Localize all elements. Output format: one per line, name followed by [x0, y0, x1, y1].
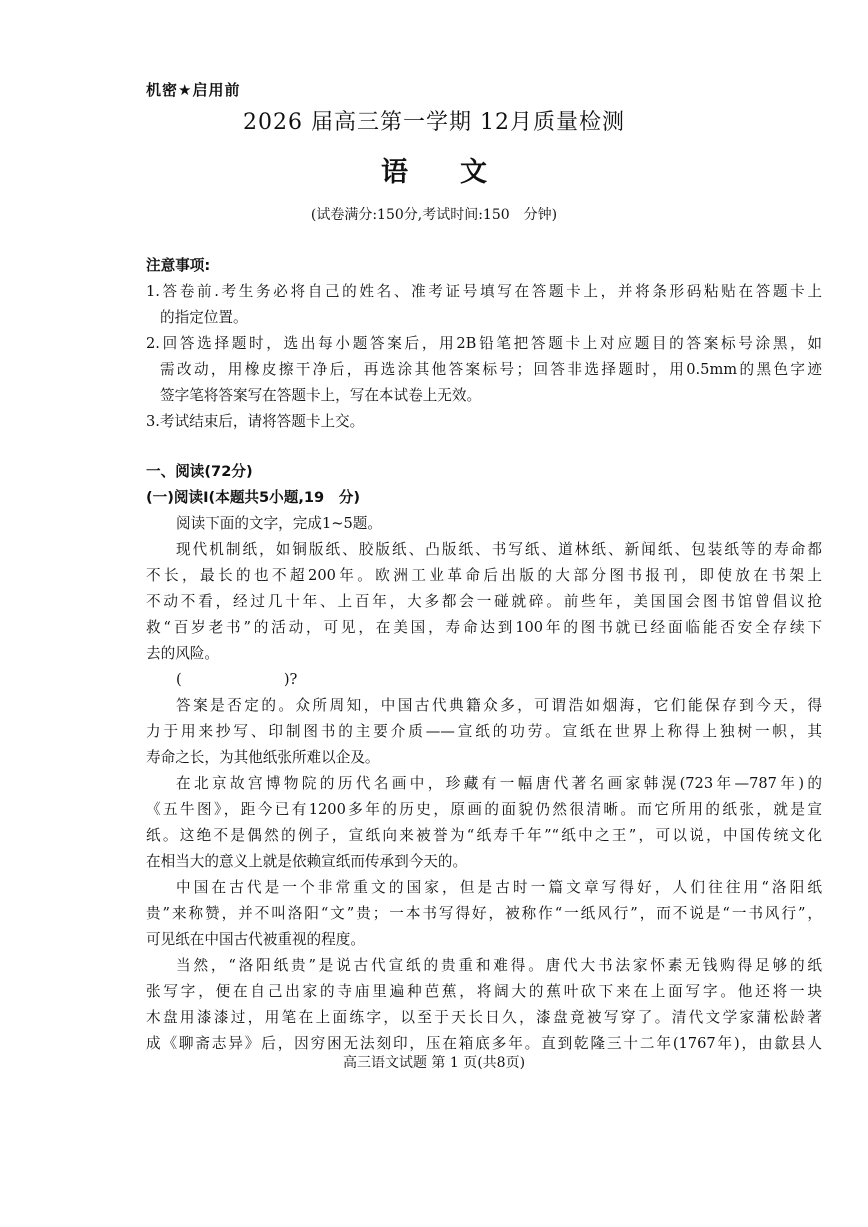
notice-block — [146, 253, 822, 435]
passage-line: 救“百岁老书”的活动，可见，在美国，寿命达到100年的图书就已经面临能否安全存续下 — [146, 619, 822, 636]
section-heading: 一、阅读(72分) — [146, 463, 253, 480]
passage-line: 成《聊斋志异》后，因穷困无法刻印，压在箱底多年。直到乾隆三十二年(1767年)，由歙县人 — [146, 1035, 822, 1052]
notice-line: 3.考试结束后，请将答题卡上交。 — [146, 413, 365, 430]
notice-line: 2.回答选择题时，选出每小题答案后，用2B铅笔把答题卡上对应题目的答案标号涂黑，如 — [146, 335, 822, 352]
section-block — [146, 459, 822, 537]
passage-line: 力于用来抄写、印制图书的主要介质——宣纸的功劳。宣纸在世界上称得上独树一帜，其 — [146, 723, 822, 740]
passage-line: 可见纸在中国古代被重视的程度。 — [146, 931, 365, 948]
passage-line: 在相当大的意义上就是依赖宣纸而传承到今天的。 — [146, 853, 468, 870]
notice-line: 签字笔将答案写在答题卡上，写在本试卷上无效。 — [160, 387, 482, 404]
notice-line: 的指定位置。 — [160, 309, 248, 326]
notice-line: 1.答卷前.考生务必将自己的姓名、准考证号填写在答题卡上，并将条形码粘贴在答题卡上 — [146, 283, 822, 300]
question-blank: ( )? — [176, 671, 298, 688]
notice-heading: 注意事项: — [146, 257, 211, 274]
passage-line: 不长，最长的也不超200年。欧洲工业革命后出版的大部分图书报刊，即使放在书架上 — [146, 567, 822, 584]
passage-line: 不动不看，经过几十年、上百年，大多都会一碰就碎。前些年，美国国会图书馆曾倡议抢 — [146, 593, 822, 610]
passage-line: 《五牛图》，距今已有1200多年的历史，原画的面貌仍然很清晰。而它所用的纸张，就是宣 — [146, 801, 822, 818]
passage-line: 张写字，便在自己出家的寺庙里遍种芭蕉，将阔大的蕉叶砍下来在上面写字。他还将一块 — [146, 983, 822, 1000]
subject-title: 语文 — [381, 157, 539, 188]
passage-line: 寿命之长，为其他纸张所难以企及。 — [146, 749, 380, 766]
passage-line: 答案是否定的。众所周知，中国古代典籍众多，可谓浩如烟海，它们能保存到今天，得 — [176, 697, 822, 714]
passage-line: 在北京故宫博物院的历代名画中，珍藏有一幅唐代著名画家韩滉(723年—787年)的 — [176, 775, 822, 792]
passage-line: 贵”来称赞，并不叫洛阳“文”贵；一本书写得好，被称作“一纸风行”，而不说是“一书风行”， — [146, 905, 822, 922]
sub-section-heading: (一)阅读Ⅰ(本题共5小题,19 分) — [146, 489, 361, 506]
passage-line: 去的风险。 — [146, 645, 219, 662]
instruction: 阅读下面的文字，完成1~5题。 — [176, 515, 382, 532]
notice-line: 需改动，用橡皮擦干净后，再选涂其他答案标号；回答非选择题时，用0.5mm的黑色字迹 — [160, 361, 822, 378]
confidential-label: 机密★启用前 — [146, 81, 241, 99]
page-footer: 高三语文试题 第 1 页(共8页) — [342, 1055, 526, 1071]
passage-line: 纸。这绝不是偶然的例子，宣纸向来被誉为“纸寿千年”“纸中之王”，可以说，中国传统文化 — [146, 827, 822, 844]
passage-line: 木盘用漆漆过，用笔在上面练字，以至于天长日久，漆盘竟被写穿了。清代文学家蒲松龄著 — [146, 1009, 822, 1026]
exam-note: (试卷满分:150分,考试时间:150 分钟) — [310, 207, 558, 223]
passage-line: 中国在古代是一个非常重文的国家，但是古时一篇文章写得好，人们往往用“洛阳纸 — [176, 879, 822, 896]
passage-line: 现代机制纸，如铜版纸、胶版纸、凸版纸、书写纸、道林纸、新闻纸、包装纸等的寿命都 — [176, 541, 822, 558]
passage-line: 当然，“洛阳纸贵”是说古代宣纸的贵重和难得。唐代大书法家怀素无钱购得足够的纸 — [176, 957, 822, 974]
passage — [146, 537, 822, 1057]
exam-title: 2026 届高三第一学期 12月质量检测 — [243, 110, 625, 135]
